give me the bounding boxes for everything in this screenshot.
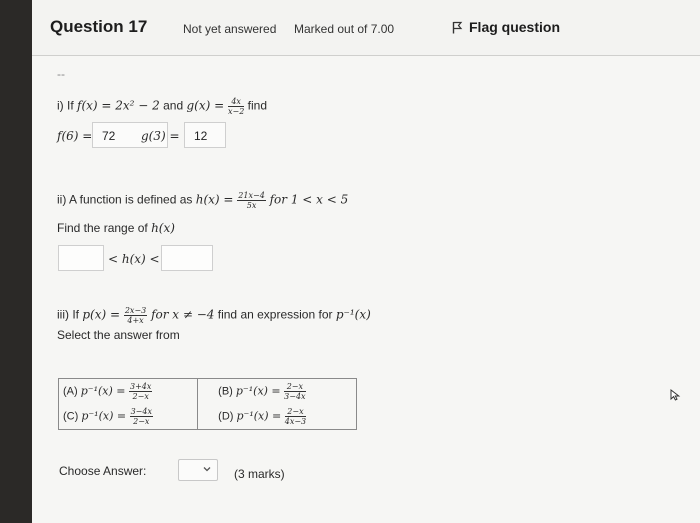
part2-question <box>57 191 348 210</box>
mouse-pointer-icon <box>669 388 683 402</box>
option-b-num: 2−x <box>284 382 305 392</box>
range-prompt-text: Find the range of <box>57 221 152 235</box>
range-middle: < h(x) < <box>108 252 160 266</box>
option-a-expr: p⁻¹(x) = <box>80 384 129 398</box>
option-c-expr: p⁻¹(x) = <box>81 409 130 423</box>
question-marks: Marked out of 7.00 <box>294 22 395 36</box>
part1-g-den: x−2 <box>228 107 245 116</box>
range-lower-input[interactable] <box>58 245 104 271</box>
range-upper-input[interactable] <box>161 245 213 271</box>
choose-answer-label: Choose Answer: <box>59 464 147 478</box>
option-b-label: (B) <box>218 385 236 398</box>
part3-p-left: p(x) = <box>82 307 124 322</box>
g3-label: g(3) = <box>141 129 180 143</box>
part2-h-left: h(x) = <box>195 192 238 207</box>
answer-options-table <box>58 378 357 430</box>
option-a-num: 3+4x <box>130 382 152 391</box>
part3-p-fraction <box>124 306 147 325</box>
option-b <box>198 379 357 405</box>
part2-h-den: 5x <box>246 201 257 210</box>
question-dash: -- <box>57 67 65 81</box>
part2-prefix: ii) A function is defined as <box>57 192 196 207</box>
part3-task: find an expression for <box>214 307 336 322</box>
part1-g-num: 4x <box>228 97 244 107</box>
option-c-fraction <box>130 407 153 426</box>
choose-answer-select[interactable] <box>178 459 218 481</box>
question-title: Question 17 <box>50 17 148 36</box>
part1-and: and <box>159 98 187 113</box>
options-row <box>59 404 357 430</box>
part3-cond: for x ≠ −4 <box>147 307 215 322</box>
select-prompt: Select the answer from <box>57 328 180 342</box>
part1-g-left: g(x) = <box>186 98 228 113</box>
range-prompt-math: h(x) <box>151 221 175 235</box>
part2-h-fraction <box>237 191 265 210</box>
option-d-fraction <box>285 407 306 426</box>
g3-answer-input[interactable]: 12 <box>184 122 226 148</box>
f6-answer-input[interactable]: 72 <box>92 122 168 148</box>
part2-domain: for 1 < x < 5 <box>265 192 349 207</box>
f6-label: f(6) = <box>57 129 93 143</box>
part3-p-den: 4+x <box>127 316 144 325</box>
chevron-down-icon <box>202 464 212 474</box>
marks-note: (3 marks) <box>234 467 285 481</box>
part1-f-def: f(x) = 2x² − 2 <box>77 98 160 113</box>
part2-h-num: 21x−4 <box>238 191 265 200</box>
flag-icon <box>452 21 463 34</box>
option-a-label: (A) <box>63 385 81 398</box>
question-page <box>32 0 700 523</box>
option-c-label: (C) <box>63 410 82 423</box>
part1-question <box>57 97 267 116</box>
option-d <box>198 404 357 430</box>
option-b-expr: p⁻¹(x) = <box>235 384 285 398</box>
option-d-den: 4x−3 <box>284 417 307 426</box>
option-a-fraction <box>129 382 152 401</box>
option-c <box>59 404 198 430</box>
flag-question-button[interactable] <box>452 19 560 35</box>
flag-question-label: Flag question <box>469 19 560 35</box>
part3-p-num: 2x−3 <box>124 306 147 315</box>
part1-g-fraction <box>228 97 244 116</box>
range-prompt <box>57 221 175 235</box>
question-header <box>32 0 700 56</box>
option-b-den: 3−4x <box>284 392 306 401</box>
part1-suffix: find <box>244 98 267 113</box>
part1-prefix: i) If <box>57 98 77 113</box>
part3-p-inverse: p⁻¹(x) <box>335 307 371 322</box>
option-b-fraction <box>284 382 305 401</box>
part3-prefix: iii) If <box>57 307 83 322</box>
question-status: Not yet answered <box>183 22 277 36</box>
option-d-num: 2−x <box>285 407 306 417</box>
option-a <box>59 379 198 405</box>
option-d-expr: p⁻¹(x) = <box>236 409 285 423</box>
options-row <box>59 379 357 405</box>
option-d-label: (D) <box>218 410 237 423</box>
option-a-den: 2−x <box>132 392 149 401</box>
part3-question <box>57 306 371 325</box>
option-c-num: 3−4x <box>130 407 152 416</box>
option-c-den: 2−x <box>133 417 150 426</box>
